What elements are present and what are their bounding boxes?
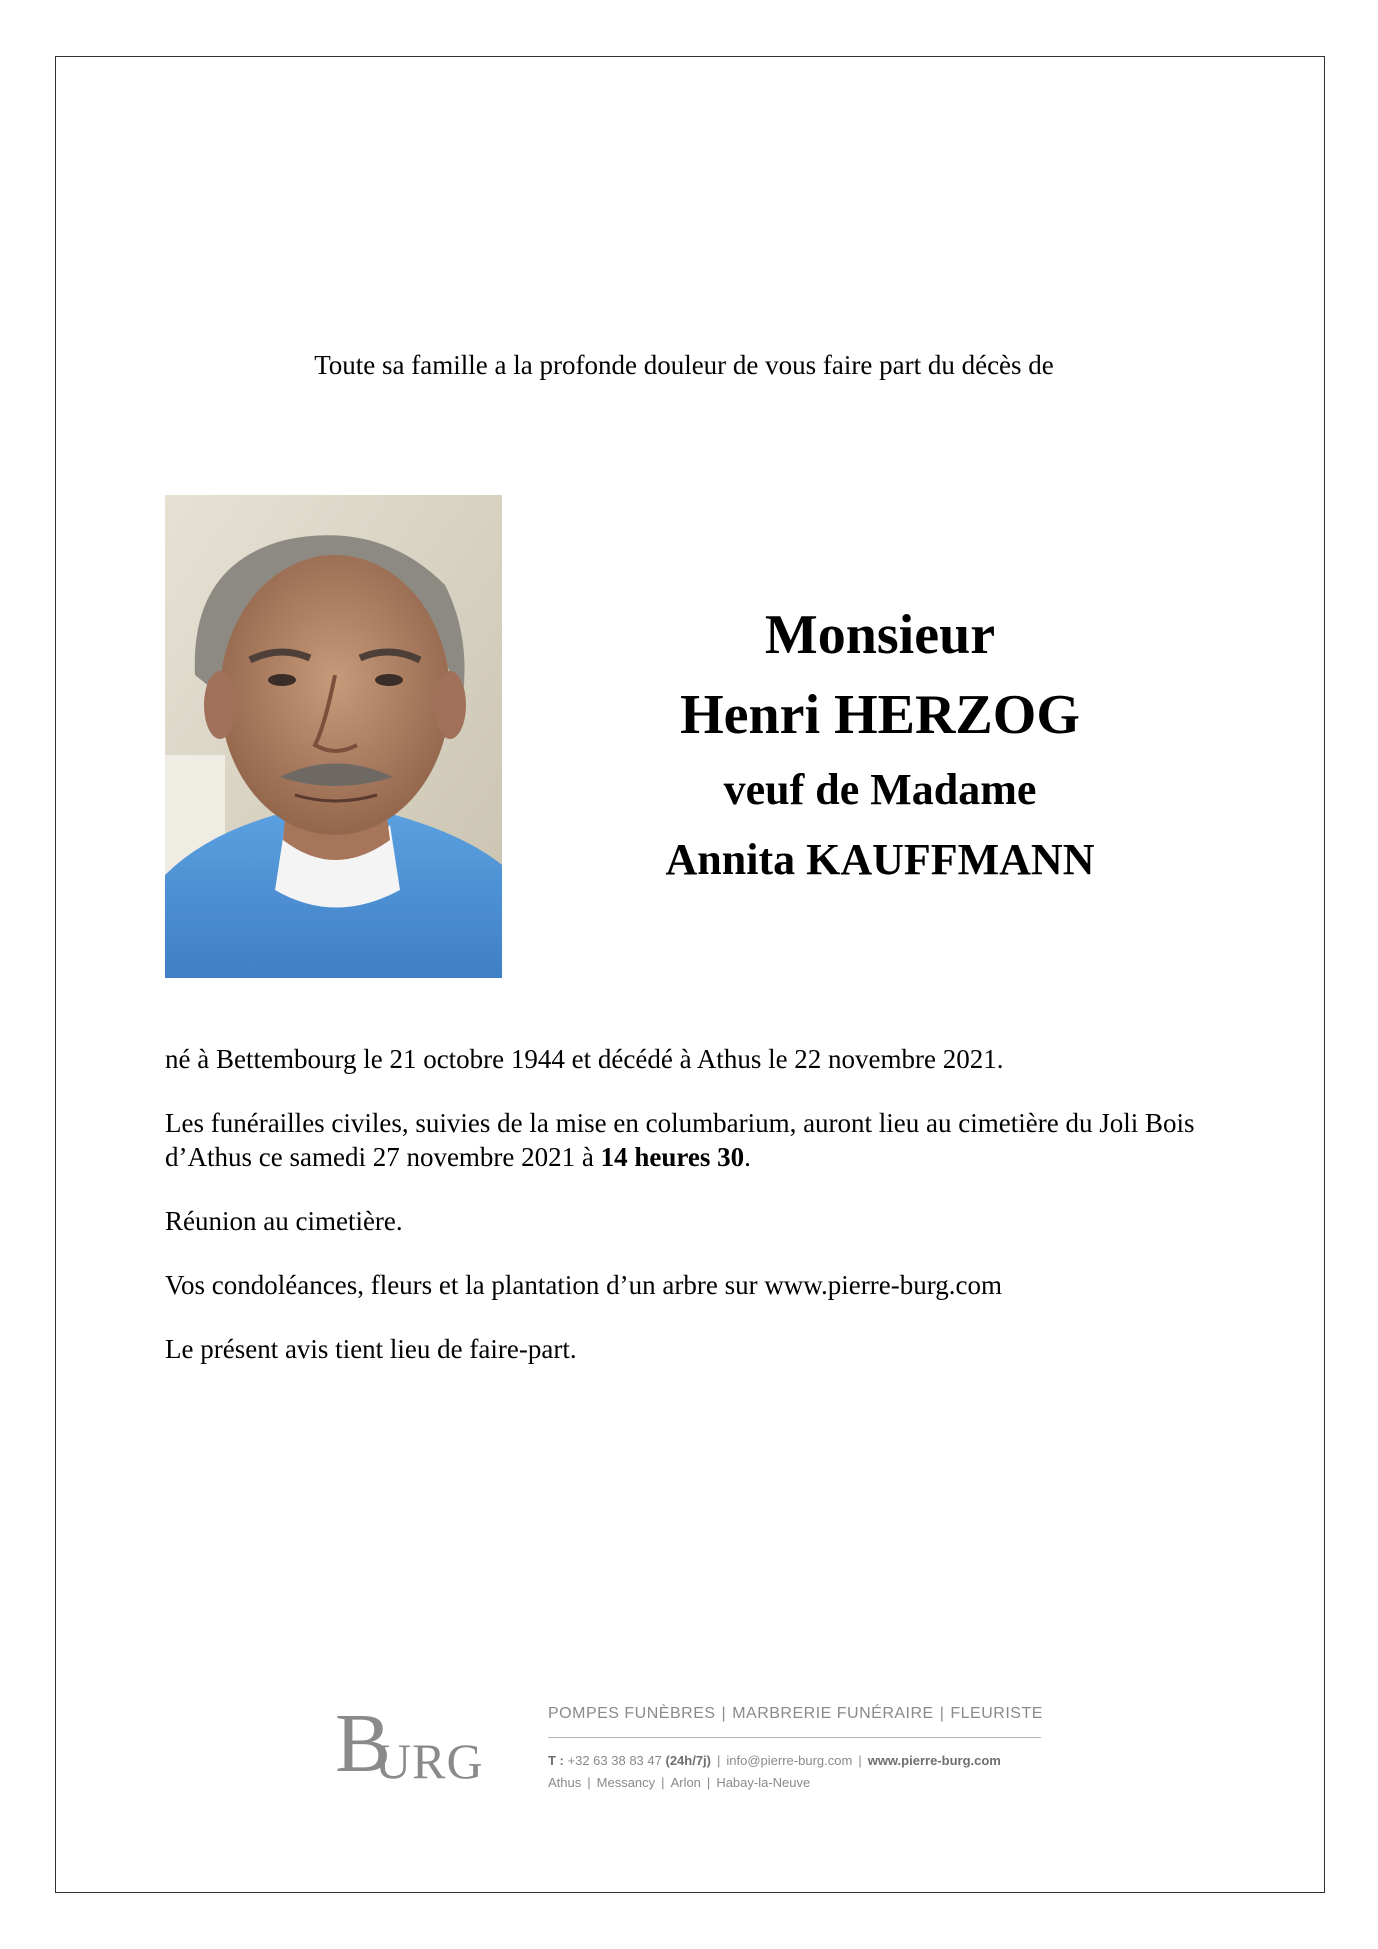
phone-label: T : bbox=[548, 1753, 564, 1768]
birth-death-text: né à Bettembourg le 21 octobre 1944 et décédé à Athus le 22 novembre 2021. bbox=[165, 1044, 1004, 1074]
portrait-photo bbox=[165, 495, 502, 978]
meeting-text: Réunion au cimetière. bbox=[165, 1206, 403, 1236]
condolences-text: Vos condoléances, fleurs et la plantation d’un arbre sur www.pierre-burg.com bbox=[165, 1270, 1002, 1300]
logo-rest: URG bbox=[375, 1733, 484, 1789]
intro-text: Toute sa famille a la profonde douleur de vous faire part du décès de bbox=[314, 350, 1054, 380]
separator: | bbox=[587, 1775, 591, 1790]
service-item: MARBRERIE FUNÉRAIRE bbox=[732, 1705, 934, 1722]
contact-line bbox=[548, 1753, 1001, 1768]
footer-divider bbox=[548, 1737, 1041, 1738]
relation-text: veuf de Madame bbox=[723, 765, 1037, 814]
location-item: Habay-la-Neuve bbox=[716, 1775, 811, 1790]
phone-hours: (24h/7j) bbox=[665, 1753, 711, 1768]
funeral-end: . bbox=[744, 1142, 751, 1172]
deceased-title: Monsieur bbox=[764, 604, 996, 666]
location-item: Athus bbox=[548, 1775, 582, 1790]
email-link[interactable]: info@pierre-burg.com bbox=[726, 1753, 853, 1768]
service-item: POMPES FUNÈBRES bbox=[548, 1705, 716, 1722]
website-link[interactable]: www.pierre-burg.com bbox=[867, 1753, 1001, 1768]
services-line bbox=[548, 1705, 1043, 1723]
separator: | bbox=[661, 1775, 665, 1790]
service-item: FLEURISTE bbox=[950, 1705, 1043, 1722]
burg-logo bbox=[335, 1697, 505, 1797]
separator: | bbox=[706, 1775, 711, 1790]
footer bbox=[335, 1695, 1055, 1805]
separator: | bbox=[939, 1705, 945, 1722]
separator: | bbox=[717, 1753, 721, 1768]
deceased-name: Henri HERZOG bbox=[680, 684, 1080, 746]
location-item: Arlon bbox=[670, 1775, 701, 1790]
spouse-name: Annita KAUFFMANN bbox=[665, 835, 1095, 884]
locations-line bbox=[548, 1775, 810, 1790]
location-item: Messancy bbox=[596, 1775, 656, 1790]
notice-body bbox=[165, 1042, 1225, 1396]
funeral-details: Les funérailles civiles, suivies de la mise en columbarium, auront lieu au cimetière du Joli Bois d’Athus ce samedi 27 novembre 2021 à bbox=[165, 1108, 1195, 1172]
funeral-text bbox=[165, 1106, 1225, 1174]
funeral-time: 14 heures 30 bbox=[600, 1142, 745, 1172]
phone-number: +32 63 38 83 47 bbox=[567, 1753, 662, 1768]
deceased-name-block bbox=[560, 595, 1200, 895]
logo-initial: B bbox=[335, 1697, 392, 1790]
notice-text: Le présent avis tient lieu de faire-part. bbox=[165, 1334, 577, 1364]
separator: | bbox=[858, 1753, 862, 1768]
separator: | bbox=[721, 1705, 727, 1722]
